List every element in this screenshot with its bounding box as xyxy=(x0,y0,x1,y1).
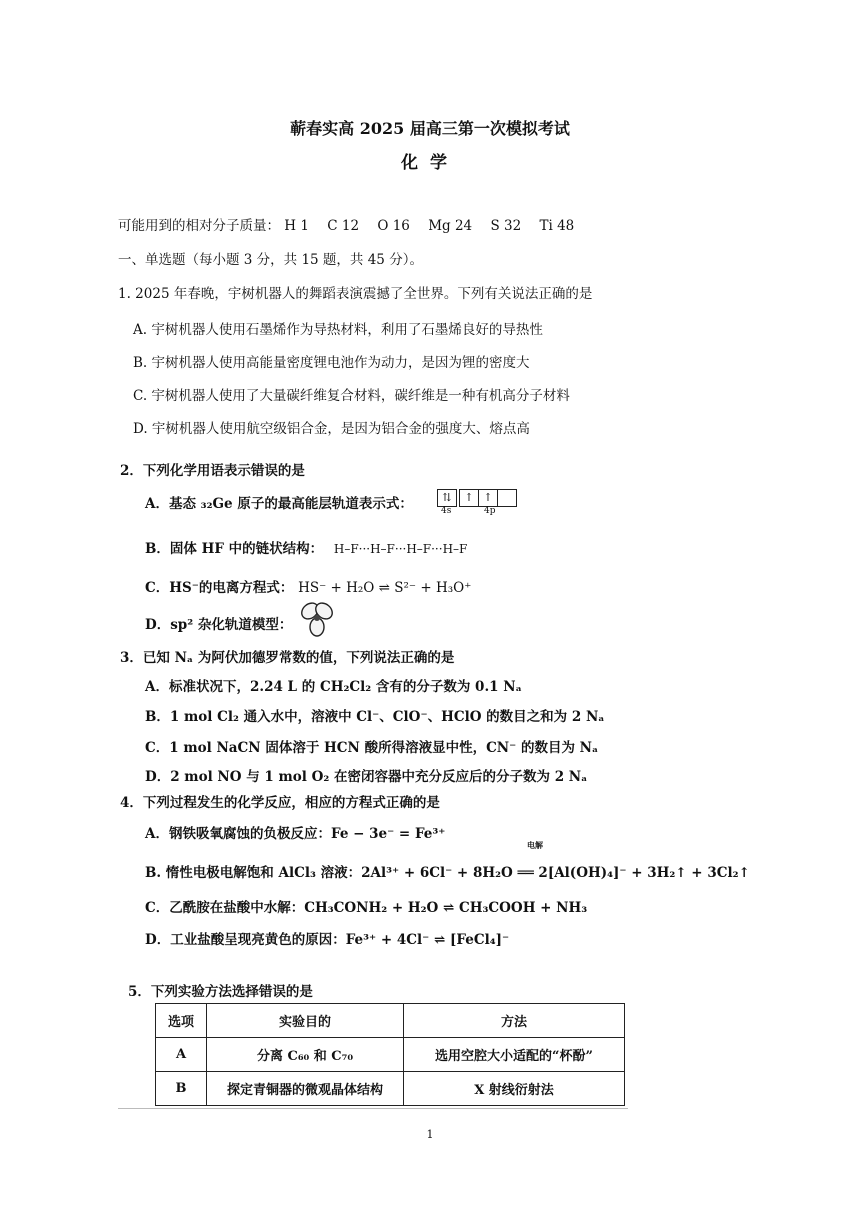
table-header-cell: 方法 xyxy=(404,1004,625,1038)
mass-item: H 1 xyxy=(284,218,309,234)
scan-edge-line xyxy=(118,1108,628,1109)
q2-option-d-text: D．sp² 杂化轨道模型： xyxy=(145,617,293,633)
subject-title: 化学 xyxy=(401,153,459,173)
q4-option-d: D．工业盐酸呈现亮黄色的原因：Fe³⁺ + 4Cl⁻ ⇌ [FeCl₄]⁻ xyxy=(145,932,510,948)
orbital-label-4p: 4p xyxy=(484,506,496,516)
table-cell: A xyxy=(156,1038,207,1072)
q2-option-d xyxy=(145,613,292,633)
masses-label: 可能用到的相对分子质量： xyxy=(118,218,280,234)
q2-stem: 2．下列化学用语表示错误的是 xyxy=(120,463,305,479)
q3-option-d: D．2 mol NO 与 1 mol O₂ 在密闭容器中充分反应后的分子数为 2 Nₐ xyxy=(145,769,588,785)
q2-option-b xyxy=(145,537,467,557)
mass-item: C 12 xyxy=(327,218,360,234)
q4-option-b: B. 惰性电极电解饱和 AlCl₃ 溶液：2Al³⁺ + 6Cl⁻ + 8H₂O ══ 2[Al(OH)₄]⁻ + 3H₂↑ + 3Cl₂↑ xyxy=(145,865,750,881)
orbital-4p-box: ↑ xyxy=(478,489,498,507)
q3-option-a: A．标准状况下，2.24 L 的 CH₂Cl₂ 含有的分子数为 0.1 Nₐ xyxy=(145,679,522,695)
section-heading: 一、单选题（每小题 3 分，共 15 题，共 45 分）。 xyxy=(118,252,423,268)
q4-stem: 4．下列过程发生的化学反应，相应的方程式正确的是 xyxy=(120,795,440,811)
orbital-4p-box xyxy=(497,489,517,507)
table-row xyxy=(156,1072,625,1106)
q4-option-c: C．乙酰胺在盐酸中水解：CH₃CONH₂ + H₂O ⇌ CH₃COOH + NH₃ xyxy=(145,900,588,916)
q3-option-b: B．1 mol Cl₂ 通入水中，溶液中 Cl⁻、ClO⁻、HClO 的数目之和为 2 Nₐ xyxy=(145,709,605,725)
table-header-cell: 选项 xyxy=(156,1004,207,1038)
q1-option-a: A. 宇树机器人使用石墨烯作为导热材料，利用了石墨烯良好的导热性 xyxy=(133,322,543,338)
table-cell: 选用空腔大小适配的“杯酚” xyxy=(404,1038,625,1072)
mass-item: Mg 24 xyxy=(428,218,473,234)
experiment-methods-table xyxy=(155,1003,625,1106)
q5-stem: 5．下列实验方法选择错误的是 xyxy=(128,984,313,1000)
table-cell: 分离 C₆₀ 和 C₇₀ xyxy=(207,1038,404,1072)
table-cell: X 射线衍射法 xyxy=(404,1072,625,1106)
mass-item: S 32 xyxy=(490,218,522,234)
table-header-row xyxy=(156,1004,625,1038)
q1-option-d: D. 宇树机器人使用航空级铝合金，是因为铝合金的强度大、熔点高 xyxy=(133,421,530,437)
relative-masses xyxy=(118,214,588,234)
q2-option-b-text: B．固体 HF 中的链状结构： xyxy=(145,541,324,557)
orbital-4p-box: ↑ xyxy=(459,489,479,507)
hf-chain-structure: H–F···H–F···H–F···H–F xyxy=(333,542,468,556)
q2-option-c-equation: HS⁻ + H₂O ⇌ S²⁻ + H₃O⁺ xyxy=(298,580,472,596)
page-number: 1 xyxy=(426,1128,434,1141)
mass-item: O 16 xyxy=(377,218,410,234)
q2-option-c xyxy=(145,576,471,596)
q1-option-b: B. 宇树机器人使用高能量密度锂电池作为动力，是因为锂的密度大 xyxy=(133,355,530,371)
q2-option-a xyxy=(145,492,413,512)
mass-item: Ti 48 xyxy=(539,218,575,234)
q2-option-c-text: C．HS⁻的电离方程式： xyxy=(145,580,294,596)
q2-option-a-text: A．基态 ₃₂Ge 原子的最高能层轨道表示式： xyxy=(145,496,413,512)
table-cell: B xyxy=(156,1072,207,1106)
orbital-label-4s: 4s xyxy=(441,506,452,516)
exam-title: 蕲春实高 2025 届高三第一次模拟考试 xyxy=(290,119,570,138)
q1-option-c: C. 宇树机器人使用了大量碳纤维复合材料，碳纤维是一种有机高分子材料 xyxy=(133,388,570,404)
orbital-4s-box: ⇅ xyxy=(437,489,457,507)
electrolysis-condition: 电解 xyxy=(527,840,543,850)
sp2-orbital-model-icon xyxy=(296,599,338,639)
orbital-diagram xyxy=(438,487,517,516)
table-cell: 探定青铜器的微观晶体结构 xyxy=(207,1072,404,1106)
q1-stem: 1. 2025 年春晚，宇树机器人的舞蹈表演震撼了全世界。下列有关说法正确的是 xyxy=(118,286,593,302)
table-row xyxy=(156,1038,625,1072)
q3-stem: 3．已知 Nₐ 为阿伏加德罗常数的值，下列说法正确的是 xyxy=(120,650,455,666)
q3-option-c: C．1 mol NaCN 固体溶于 HCN 酸所得溶液显中性，CN⁻ 的数目为 Nₐ xyxy=(145,740,599,756)
table-header-cell: 实验目的 xyxy=(207,1004,404,1038)
q4-option-a: A．钢铁吸氧腐蚀的负极反应：Fe − 3e⁻ = Fe³⁺ xyxy=(145,826,446,842)
